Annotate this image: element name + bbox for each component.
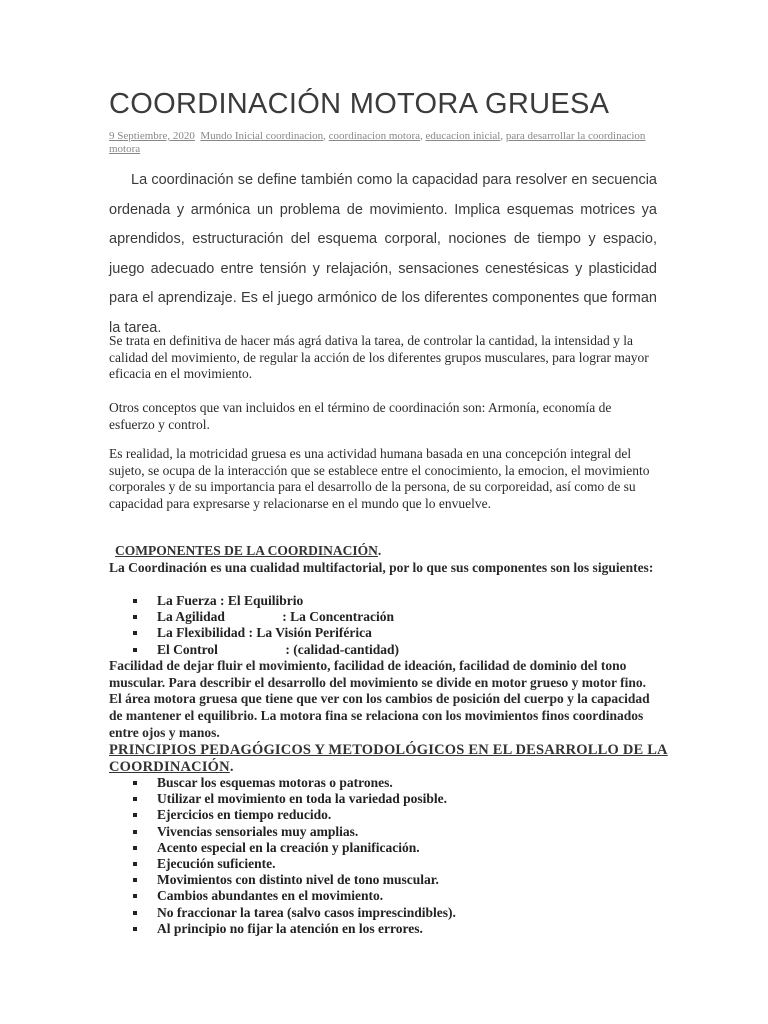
principles-heading-text: PRINCIPIOS PEDAGÓGICOS Y METODOLÓGICOS EN EL DESARROLLO DE LA COORDINACIÓN xyxy=(109,742,668,775)
components-heading: COMPONENTES DE LA COORDINACIÓN. xyxy=(115,543,382,558)
list-item: La Fuerza : El Equilibrio xyxy=(130,593,399,609)
tag-link-educacion-inicial[interactable]: educacion inicial xyxy=(425,130,501,142)
list-item: Ejecución suficiente. xyxy=(130,856,456,872)
tag-link-coordinacion-motora[interactable]: coordinacion motora xyxy=(328,130,421,142)
list-item: Al principio no fijar la atención en los errores. xyxy=(130,921,456,937)
paragraph-reality: Es realidad, la motricidad gruesa es una actividad humana basada en una concepción integral del sujeto, se ocupa de la interacción que se establece entre el conocimiento, la emocion, el movimiento corporales y de su importancia para el desarrollo de la persona, de su corporeidad, así como de su capacidad para expresarse y relacionarse en el mundo que lo envuelve. xyxy=(109,446,650,512)
paragraph-concepts: Otros conceptos que van incluidos en el término de coordinación son: Armonía, economía de esfuerzo y control. xyxy=(109,400,612,432)
list-item: El Control : (calidad-cantidad) xyxy=(130,642,399,658)
page-title: COORDINACIÓN MOTORA GRUESA xyxy=(109,88,610,120)
tag-link-desarrollar-coordinacion[interactable]: para desarrollar la coordinacion motora xyxy=(109,130,646,155)
list-item: La Agilidad : La Concentración xyxy=(130,609,399,625)
list-item: Ejercicios en tiempo reducido. xyxy=(130,807,456,823)
list-item: No fraccionar la tarea (salvo casos imprescindibles). xyxy=(130,905,456,921)
list-item: La Flexibilidad : La Visión Periférica xyxy=(130,625,399,641)
intro-paragraph xyxy=(109,166,657,343)
tag-link-mundo-inicial[interactable]: Mundo Inicial coordinacion xyxy=(200,130,324,142)
post-meta: 9 Septiembre, 2020 Mundo Inicial coordinacion, coordinacion motora, educacion inicial, para desarrollar la coordinacion motora xyxy=(109,130,646,155)
components-list xyxy=(130,593,399,658)
list-item: Buscar los esquemas motoras o patrones. xyxy=(130,775,456,791)
list-item: Cambios abundantes en el movimiento. xyxy=(130,888,456,904)
intro-text: La coordinación se define también como la capacidad para resolver en secuencia ordenada y armónica un problema de movimiento. Implica esquemas motrices ya aprendidos, estructuración del esquema corporal, nociones de tiempo y espacio, juego adecuado entre tensión y relajación, sensaciones cenestésicas y plasticidad para el aprendizaje. Es el juego armónico de los diferentes componentes que forman la tarea. xyxy=(109,172,657,336)
list-item: Acento especial en la creación y planificación. xyxy=(130,840,456,856)
components-description: Facilidad de dejar fluir el movimiento, facilidad de ideación, facilidad de dominio del tono muscular. Para describir el desarrollo del movimiento se divide en motor grueso y motor fino. El área motora gruesa que tiene que ver con los cambios de posición del cuerpo y la capacidad de mantener el equilibrio. La motora fina se relaciona con los movimientos finos coordinados entre ojos y manos. xyxy=(109,658,650,740)
components-lead: La Coordinación es una cualidad multifactorial, por lo que sus componentes son los siguientes: xyxy=(109,560,654,575)
principles-heading: PRINCIPIOS PEDAGÓGICOS Y METODOLÓGICOS EN EL DESARROLLO DE LA COORDINACIÓN. xyxy=(109,742,668,775)
list-item: Movimientos con distinto nivel de tono muscular. xyxy=(130,872,456,888)
list-item: Utilizar el movimiento en toda la variedad posible. xyxy=(130,791,456,807)
principles-list xyxy=(130,775,456,937)
components-heading-text: COMPONENTES DE LA COORDINACIÓN xyxy=(115,543,378,558)
paragraph-definition: Se trata en definitiva de hacer más agrá dativa la tarea, de controlar la cantidad, la intensidad y la calidad del movimiento, de regular la acción de los diferentes grupos musculares, para lograr mayor eficacia en el movimiento. xyxy=(109,333,649,382)
list-item: Vivencias sensoriales muy amplias. xyxy=(130,824,456,840)
post-date-link[interactable]: 9 Septiembre, 2020 xyxy=(109,130,195,142)
